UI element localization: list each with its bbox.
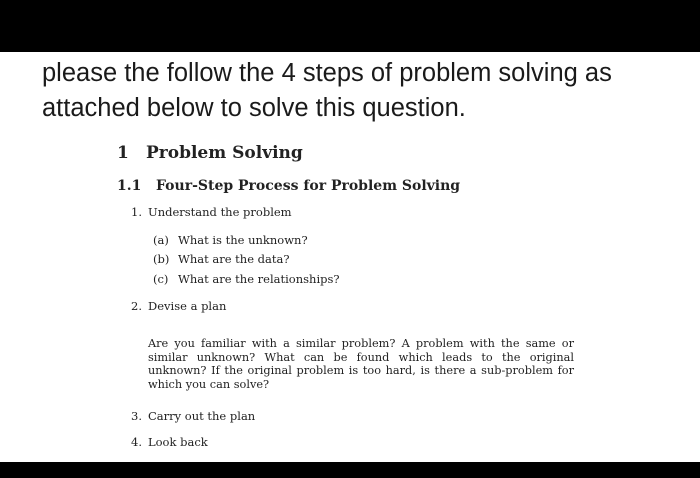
- subitem-label: (b): [153, 252, 170, 266]
- subsection-number: 1.1: [117, 178, 142, 194]
- step-number: 1.: [131, 205, 142, 219]
- subitem-text: What are the data?: [178, 252, 290, 266]
- subitem-relationships: [153, 272, 340, 286]
- subitem-text: What is the unknown?: [178, 233, 308, 247]
- subsection-heading: [117, 178, 460, 194]
- subitem-label: (c): [153, 272, 169, 286]
- step-title: Understand the problem: [148, 205, 292, 219]
- step-number: 4.: [131, 435, 142, 449]
- step-title: Devise a plan: [148, 299, 227, 313]
- step-carry-out: [131, 409, 255, 423]
- section-title: Problem Solving: [146, 143, 303, 163]
- step-number: 3.: [131, 409, 142, 423]
- section-number: 1: [117, 143, 129, 163]
- subitem-data: [153, 252, 290, 266]
- subsection-title: Four-Step Process for Problem Solving: [156, 178, 461, 194]
- step-devise-plan: [131, 299, 226, 313]
- subitem-label: (a): [153, 233, 169, 247]
- devise-plan-paragraph: Are you familiar with a similar problem? A problem with the same or similar unknown? What can be found which leads to the original unknown? If the original problem is too hard, is there a sub-problem for which you can solve?: [148, 337, 574, 391]
- step-number: 2.: [131, 299, 142, 313]
- bottom-black-bar: [0, 462, 700, 478]
- subitem-text: What are the relationships?: [178, 272, 340, 286]
- step-title: Carry out the plan: [148, 409, 256, 423]
- subitem-unknown: [153, 233, 308, 247]
- step-understand: [131, 205, 292, 219]
- step-look-back: [131, 435, 208, 449]
- question-text: please the follow the 4 steps of problem solving as attached below to solve this question.: [42, 59, 612, 122]
- step-title: Look back: [148, 435, 208, 449]
- section-heading: [117, 143, 303, 163]
